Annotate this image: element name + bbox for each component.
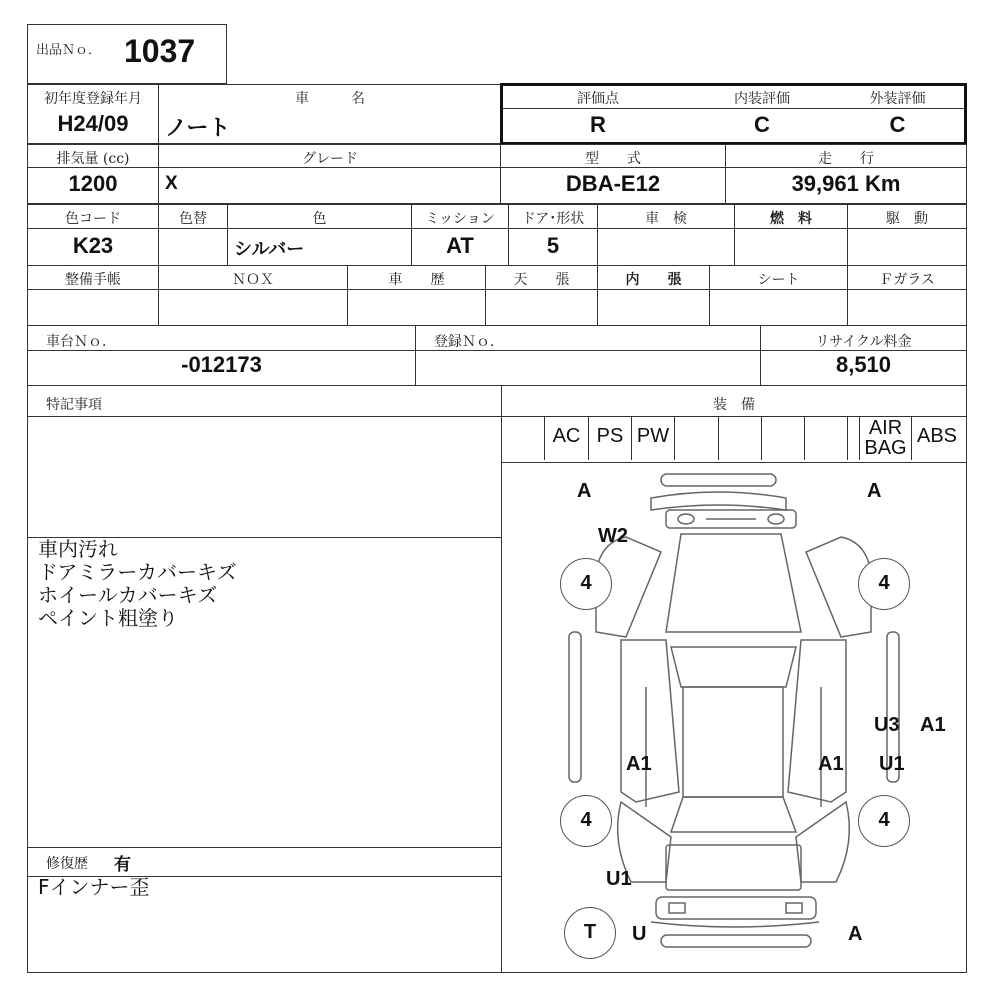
tire-rear-left: 4: [560, 795, 612, 847]
lot-number-label: 出品Ｎｏ．: [36, 43, 102, 58]
maintenance-book-cell: [27, 265, 159, 326]
mileage-cell: [725, 144, 967, 204]
color-code-value: K23: [72, 233, 114, 258]
mark-rear-left: U1: [606, 868, 632, 890]
equipment-blank: [804, 416, 847, 460]
exterior-score-label: 外装評価: [869, 91, 926, 107]
mark-right-side-u3: U3: [874, 714, 900, 736]
tire-front-left: 4: [560, 558, 612, 610]
maintenance-book-label: 整備手帳: [65, 272, 121, 288]
reg-date-value: H24/09: [57, 111, 129, 136]
fuel-label: 燃 料: [770, 211, 812, 227]
repair-history-value: 有: [114, 855, 131, 875]
mark-right-door: A1: [818, 753, 844, 775]
color-cell: [227, 204, 412, 266]
tire-rear-right: 4: [858, 795, 910, 847]
equipment-ac: AC: [544, 416, 588, 460]
lot-number: 1037: [124, 33, 196, 69]
mark-left-door: A1: [626, 753, 652, 775]
notes-label: 特記事項: [46, 397, 102, 413]
color-label: 色: [312, 211, 327, 227]
reg-date-label: 初年度登録年月: [44, 91, 142, 107]
grade-box: [500, 83, 967, 145]
registration-number-cell: [415, 325, 761, 386]
score-cell: [503, 86, 694, 142]
recycle-fee-label: リサイクル料金: [815, 334, 912, 350]
recycle-fee-value: 8,510: [835, 352, 892, 377]
interior-score-label: 内装評価: [734, 91, 790, 107]
reg-date-cell: [27, 84, 159, 144]
displacement-label: 排気量 (cc): [56, 151, 130, 167]
exterior-score-cell: [831, 86, 964, 142]
grade-value: X: [165, 173, 178, 194]
mileage-label: 走 行: [818, 151, 874, 167]
door-label: ドア･形状: [521, 211, 585, 227]
chassis-number-cell: [27, 325, 416, 386]
color-code-cell: [27, 204, 159, 266]
equipment-ps: PS: [588, 416, 631, 460]
history-label: 車 歴: [388, 272, 445, 288]
equipment-pw: PW: [631, 416, 674, 460]
repaint-cell: [158, 204, 228, 266]
mission-value: AT: [446, 233, 474, 258]
mark-hood: W2: [598, 525, 628, 547]
interior-score-value: C: [754, 112, 770, 137]
equipment-row: [502, 416, 966, 463]
seat-label: シート: [757, 272, 800, 288]
fuel-cell: [734, 204, 848, 266]
front-glass-cell: [847, 265, 967, 326]
mark-front-right: A: [867, 480, 882, 502]
equipment-blank: [761, 416, 804, 460]
drive-label: 駆 動: [886, 211, 928, 227]
recycle-fee-cell: [760, 325, 967, 386]
color-code-label: 色コード: [65, 211, 121, 227]
displacement-value: 1200: [68, 171, 118, 196]
front-glass-label: Ｆガラス: [879, 272, 935, 288]
model-value: DBA-E12: [565, 171, 661, 196]
nox-label: ＮＯＸ: [232, 272, 274, 288]
history-cell: [347, 265, 486, 326]
chassis-number-label: 車台Ｎｏ．: [46, 334, 116, 350]
car-name-value: ノート: [165, 116, 231, 141]
door-cell: [508, 204, 598, 266]
mark-right-u1: U1: [879, 753, 905, 775]
lot-number-box: [27, 24, 227, 84]
mission-cell: [411, 204, 509, 266]
note-line: 車内汚れ: [38, 537, 118, 561]
interior-score-cell: [693, 86, 832, 142]
note-line: ホイールカバーキズ: [38, 583, 218, 607]
displacement-cell: [27, 144, 159, 204]
repair-history-label: 修復歴: [46, 856, 88, 872]
note-line: ペイント粗塗り: [38, 606, 178, 630]
nox-cell: [158, 265, 348, 326]
drive-cell: [847, 204, 967, 266]
score-value: R: [590, 112, 606, 137]
mark-rear-u: U: [632, 923, 647, 945]
interior-trim-label: 内 張: [625, 272, 682, 288]
model-cell: [500, 144, 726, 204]
chassis-number-value: -012173: [181, 352, 262, 377]
seat-cell: [709, 265, 848, 326]
model-label: 型 式: [585, 151, 641, 167]
note-line: ドアミラーカバーキズ: [38, 560, 237, 584]
equipment-airbag: AIR BAG: [859, 416, 911, 460]
score-label: 評価点: [577, 91, 619, 107]
equipment-blank: [674, 416, 718, 460]
exterior-score-value: C: [889, 112, 906, 137]
door-value: 5: [546, 233, 560, 258]
tire-spare: T: [564, 907, 616, 959]
tire-front-right: 4: [858, 558, 910, 610]
registration-number-label: 登録Ｎｏ．: [434, 334, 504, 350]
roof-cell: [485, 265, 598, 326]
repair-detail: Fインナー歪: [38, 875, 150, 899]
equipment-blank: [847, 416, 859, 460]
equipment-abs: ABS: [911, 416, 962, 460]
inspection-label: 車 検: [645, 211, 687, 227]
equipment-blank: [502, 416, 544, 460]
mark-front-left: A: [577, 480, 592, 502]
car-name-cell: [158, 84, 502, 144]
grade-label: グレード: [302, 151, 358, 167]
inspection-cell: [597, 204, 735, 266]
mission-label: ミッション: [425, 211, 495, 227]
color-value: シルバー: [234, 239, 305, 260]
car-name-label: 車 名: [295, 91, 365, 107]
grade-cell: [158, 144, 502, 204]
equipment-label: 装 備: [713, 397, 755, 413]
mileage-value: 39,961 Km: [791, 171, 901, 196]
interior-trim-cell: [597, 265, 710, 326]
mark-right-side-a1: A1: [920, 714, 946, 736]
roof-label: 天 張: [513, 272, 570, 288]
repaint-label: 色替: [179, 211, 207, 227]
mark-rear-right: A: [848, 923, 863, 945]
equipment-blank: [718, 416, 761, 460]
